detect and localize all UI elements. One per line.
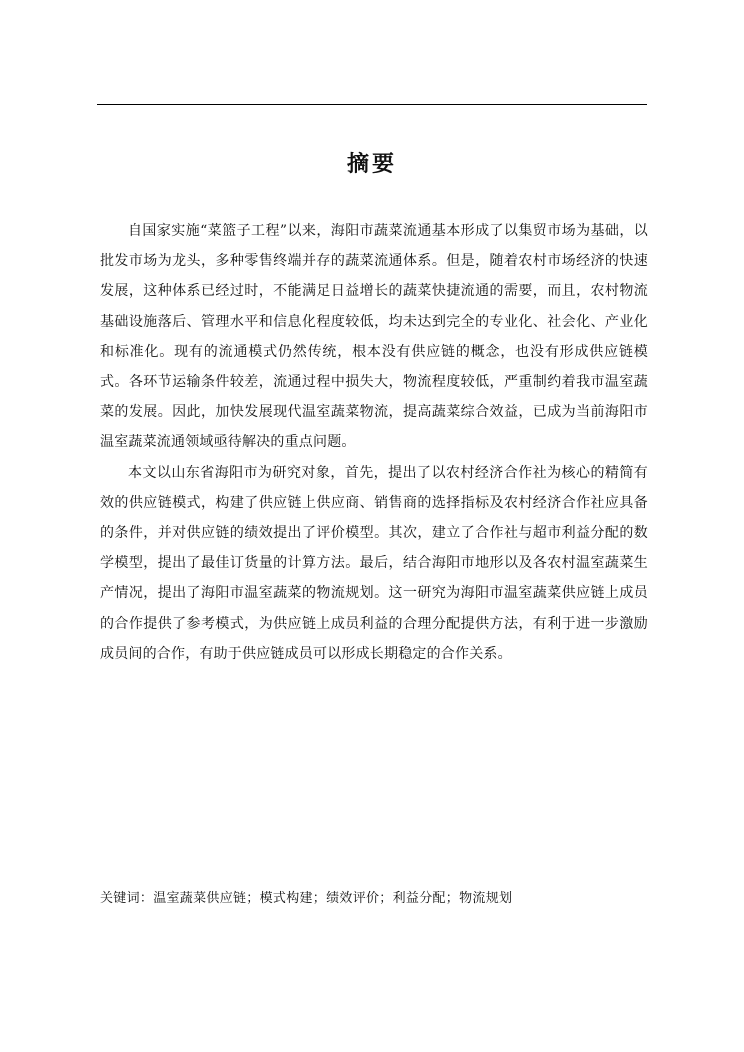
header-rule <box>97 104 647 105</box>
keywords-line: 关键词：温室蔬菜供应链；模式构建；绩效评价；利益分配；物流规划 <box>100 891 513 906</box>
abstract-body <box>100 216 648 669</box>
abstract-title: 摘要 <box>346 152 397 177</box>
abstract-paragraph-1: 自国家实施“菜篮子工程”以来，海阳市蔬菜流通基本形成了以集贸市场为基础，以批发市场为龙头，多种零售终端并存的蔬菜流通体系。但是，随着农村市场经济的快速发展，这种体系已经过时，不能满足日益增长的蔬菜快捷流通的需要，而且，农村物流基础设施落后、管理水平和信息化程度较低，均未达到完全的专业化、社会化、产业化和标准化。现有的流通模式仍然传统，根本没有供应链的概念，也没有形成供应链模式。各环节运输条件较差，流通过程中损失大，物流程度较低，严重制约着我市温室蔬菜的发展。因此，加快发展现代温室蔬菜物流，提高蔬菜综合效益，已成为当前海阳市温室蔬菜流通领域亟待解决的重点问题。 <box>100 223 648 451</box>
abstract-paragraph-2: 本文以山东省海阳市为研究对象，首先，提出了以农村经济合作社为核心的精简有效的供应链模式，构建了供应链上供应商、销售商的选择指标及农村经济合作社应具备的条件，并对供应链的绩效提出了评价模型。其次，建立了合作社与超市利益分配的数学模型，提出了最佳订货量的计算方法。最后，结合海阳市地形以及各农村温室蔬菜生产情况，提出了海阳市温室蔬菜的物流规划。这一研究为海阳市温室蔬菜供应链上成员的合作提供了参考模式，为供应链上成员利益的合理分配提供方法，有利于进一步激励成员间的合作，有助于供应链成员可以形成长期稳定的合作关系。 <box>100 464 648 662</box>
